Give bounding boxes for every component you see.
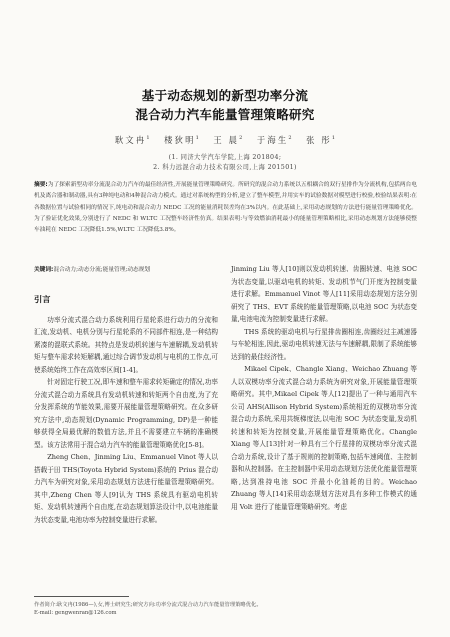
body-paragraph: Mikael Cipek、Changle Xiang、Weichao Zhuang 等人以双模功率分流式混合动力系统为研究对象,开展能量管理策略研究。其中,Mikael Cipek 等人[12]提出了一种与通用汽车公司 AHS(Allison Hybrid System)系统相近的双模功率分流混合动力系统,采用共轭梯度法,以电池 SOC 为状态变量,发动机转速和转矩为控制变量,开展能量管理策略优化。Changle Xiang 等人[13]针对一种具有三个行星排的双模功率分流式混合动力系统,设计了基于规则的控制策略,包括车速阈值、主控制器和从控制器。在主控制器中采用动态规划方法优化能量管理策略,达到准持电池 SOC 并最小化油耗的目的。Weichao Zhuang 等人[14]采用动态规划方法对具有多种工作模式的通用 Volt 进行了能量管理策略研究。考虑 <box>231 365 417 511</box>
footnote-author-bio: 作者简介:耿文冉(1986—),女,博士研究生;研究方向:功率分流式混合动力汽车能量管理策略优化。 <box>34 602 262 608</box>
paper-title-line-1: 基于动态规划的新型功率分流 <box>141 88 309 103</box>
body-paragraph: Jinming Liu 等人[10]则以发动机转速、齿圈转速、电池 SOC 为状态变量,以驱动电机的转矩、发动机节气门开度为控制变量进行求解。Emmanuel Vinot 等人[11]采用动态规划方法分别研究了 THS、EVT 系统的能量管理策略,以电池 SOC 为状态变量,电池电流为控制变量进行求解。 <box>231 265 417 323</box>
author: 张 彤$^1$ <box>306 135 336 145</box>
abstract-text: 为了探索新型功率分流混合动力汽车的最佳经济性,开展能量管理策略研究。所研究的混合动力系统以五相耦合的双行星排作为分流机构,包括两台电机及离合器和制动器,具有3种纯电动和4种混合动力模式。通过对系统构型的分析,建立了整车模型,并用实车的试验数据对模型进行校验,校验结果表明:在各数据位置与试验相同的情况下,纯电动和混合动力 NEDC 工况的能量消耗误差均在3%以内。在此基础上,采用动态规划的方法进行能量管理策略优化。为了验证优化效果,分别进行了 NEDC 和 WLTC 工况整车经济性仿真。结果表明:与等效燃油消耗最小的能量管理策略相比,采用动态规划方法能够使整车油耗在 NEDC 工况降低1.5%,WLTC 工况降低3.8%。 <box>34 182 417 234</box>
right-column <box>231 263 417 513</box>
abstract-label: 摘要: <box>34 182 48 188</box>
body-paragraph: 功率分流式混合动力系统利用行星轮系进行动力的分流和汇流,发动机、电机分别与行星轮系的不同部件相连,是一种结构紧凑的混联式系统。其特点是发动机转速与车速解耦,发动机转矩与整车需求转矩解耦,通过综合调节发动机与电机的工作点,可使系统始终工作在高效率区间[1-4]。 <box>34 315 218 374</box>
author: 楼狄明$^1$ <box>164 135 199 145</box>
keywords-label: 关键词: <box>34 267 54 273</box>
paper-title-line-2: 混合动力汽车能量管理策略研究 <box>135 107 315 122</box>
affiliation-1: (1. 同济大学汽车学院,上海 201804; <box>168 154 282 161</box>
body-paragraph: Zheng Chen、Jinming Liu、Emmanuel Vinot 等人以搭载于田 THS(Toyota Hybrid System)系统的 Prius 混合动力汽车为研究对象,采用动态规划方法进行能量管理策略研究。其中,Zheng Chen 等人[9]认为 THS 系统具有驱动电机转矩、发动机转速两个自由度,在动态规划算法设计中,以电池能量为状态变量,电池功率为控制变量进行求解。 <box>34 453 218 524</box>
affiliation-2: 2. 科力远混合动力技术有限公司,上海 201501) <box>153 164 297 171</box>
author-list <box>0 134 450 146</box>
footnote-divider <box>34 596 129 597</box>
body-paragraph: 针对固定行驶工况,即车速和整车需求转矩确定的情况,功率分流式混合动力系统具有发动机转速和转矩两个自由度,为了充分发挥系统的节能效果,需要开展能量管理策略研究。在众多研究方法中,动态规划(Dynamic Programming, DP)是一种能够获得全局最优解的数值方法,并且不需要建立车辆的准确模型。该方法常用于混合动力汽车的能量管理策略优化[5-8]。 <box>34 378 218 449</box>
footnote-email: E-mail: gengwenran@126.com <box>34 610 117 616</box>
author: 于海生$^2$ <box>256 135 292 145</box>
abstract <box>34 180 417 236</box>
section-heading-introduction: 引言 <box>34 294 51 304</box>
left-column <box>34 293 218 526</box>
author: 王 晨$^2$ <box>213 135 243 145</box>
keywords-text: 混合动力;动态分流;能量管理;动态规划 <box>53 267 151 273</box>
body-paragraph: THS 系统的驱动电机与行星排齿圈相连,齿圈经过主减速器与车轮相连,因此,驱动电机转速无法与车速解耦,限制了系统能够达到的最佳经济性。 <box>231 327 417 361</box>
author: 耿文冉$^1$ <box>114 135 150 145</box>
